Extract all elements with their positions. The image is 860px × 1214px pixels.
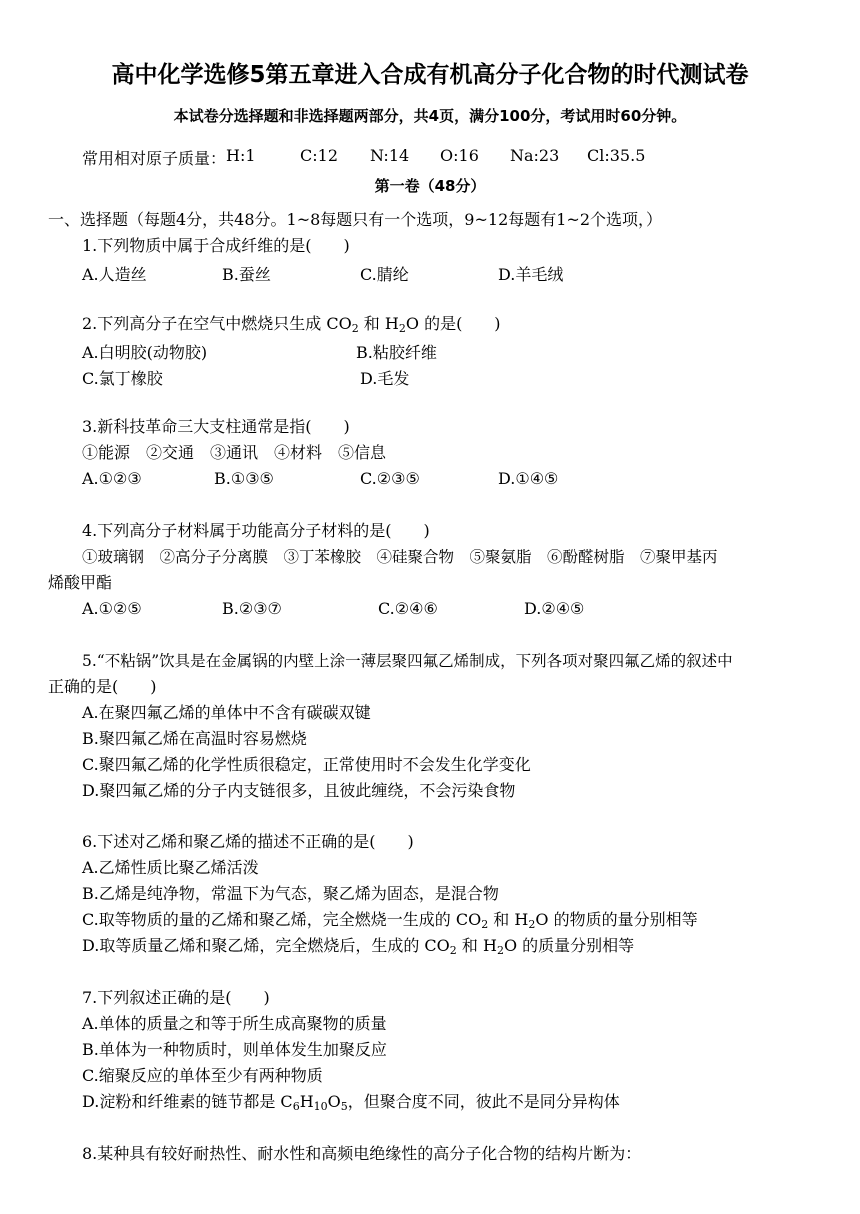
option-c: C.②④⑥: [378, 599, 438, 618]
option-a: A.在聚四氟乙烯的单体中不含有碳碳双键: [82, 703, 371, 722]
option-b: B.蚕丝: [222, 265, 271, 284]
question-stem: 5.“不粘锅”饮具是在金属锅的内壁上涂一薄层聚四氟乙烯制成，下列各项对聚四氟乙烯的叙述中: [82, 652, 733, 670]
question-stem: 7.下列叙述正确的是( ): [82, 988, 270, 1007]
option-d: D.毛发: [360, 369, 410, 388]
option-c: C.聚四氟乙烯的化学性质很稳定，正常使用时不会发生化学变化: [82, 755, 531, 774]
option-a: A.①②⑤: [82, 599, 142, 618]
question-stem: 2.下列高分子在空气中燃烧只生成 $CO_2$ 和 $H_2O$ 的是( ): [82, 314, 501, 335]
option-c: C.腈纶: [360, 265, 409, 284]
question-stem: 4.下列高分子材料属于功能高分子材料的是( ): [82, 521, 430, 540]
option-b: B.粘胶纤维: [356, 343, 437, 362]
atomic-mass-cl: Cl:35.5: [587, 146, 646, 165]
question-stem: 3.新科技革命三大支柱通常是指( ): [82, 417, 350, 436]
option-a: A.人造丝: [82, 265, 147, 284]
atomic-masses-label: 常用相对原子质量：: [82, 149, 227, 168]
question-items: ①玻璃钢 ②高分子分离膜 ③丁苯橡胶 ④硅聚合物 ⑤聚氨脂 ⑥酚醛树脂 ⑦聚甲基丙: [82, 548, 718, 566]
question-stem: 1.下列物质中属于合成纤维的是( ): [82, 236, 350, 255]
question-stem: 8.某种具有较好耐热性、耐水性和高频电绝缘性的高分子化合物的结构片断为：: [82, 1144, 642, 1163]
option-d: D.淀粉和纤维素的链节都是 $C_6H_{10}O_5$，但聚合度不同，彼此不是同分异构体: [82, 1092, 620, 1113]
option-c: C.氯丁橡胶: [82, 369, 163, 388]
option-d: D.取等质量乙烯和聚乙烯，完全燃烧后，生成的 $CO_2$ 和 $H_2O$ 的质量分别相等: [82, 936, 635, 957]
question-items-cont: 烯酸甲酯: [48, 573, 113, 592]
option-d: D.羊毛绒: [498, 265, 564, 284]
question-items: ①能源 ②交通 ③通讯 ④材料 ⑤信息: [82, 443, 387, 462]
option-a: A.①②③: [82, 469, 142, 488]
option-b: B.①③⑤: [214, 469, 274, 488]
question-stem: 6.下述对乙烯和聚乙烯的描述不正确的是( ): [82, 832, 414, 851]
option-b: B.乙烯是纯净物，常温下为气态，聚乙烯为固态，是混合物: [82, 884, 499, 903]
atomic-mass-h: H:1: [226, 146, 256, 165]
option-d: D.②④⑤: [524, 599, 585, 618]
option-b: B.单体为一种物质时，则单体发生加聚反应: [82, 1040, 387, 1059]
atomic-mass-n: N:14: [370, 146, 410, 165]
option-c: C.缩聚反应的单体至少有两种物质: [82, 1066, 323, 1085]
exam-instructions: 本试卷分选择题和非选择题两部分，共4页，满分100分，考试用时60分钟。: [173, 107, 687, 125]
section-instructions: 一、选择题（每题4分，共48分。1~8每题只有一个选项，9~12每题有1~2个选项，）: [48, 210, 663, 229]
atomic-mass-na: Na:23: [510, 146, 560, 165]
option-c: C.②③⑤: [360, 469, 420, 488]
page-title: 高中化学选修5第五章进入合成有机高分子化合物的时代测试卷: [111, 62, 749, 88]
question-stem-cont: 正确的是( ): [48, 677, 157, 696]
option-d: D.聚四氟乙烯的分子内支链很多，且彼此缠绕，不会污染食物: [82, 781, 516, 800]
option-d: D.①④⑤: [498, 469, 559, 488]
option-a: A.白明胶(动物胶): [82, 343, 208, 362]
atomic-mass-o: O:16: [440, 146, 479, 165]
option-a: A.单体的质量之和等于所生成高聚物的质量: [82, 1014, 387, 1033]
option-b: B.聚四氟乙烯在高温时容易燃烧: [82, 729, 307, 748]
option-a: A.乙烯性质比聚乙烯活泼: [82, 858, 259, 877]
part1-heading: 第一卷（48分）: [374, 177, 486, 195]
option-b: B.②③⑦: [222, 599, 282, 618]
option-c: C.取等物质的量的乙烯和聚乙烯，完全燃烧一生成的 $CO_2$ 和 $H_2O$ 的物质的量分别相等: [82, 910, 698, 931]
atomic-mass-c: C:12: [300, 146, 338, 165]
